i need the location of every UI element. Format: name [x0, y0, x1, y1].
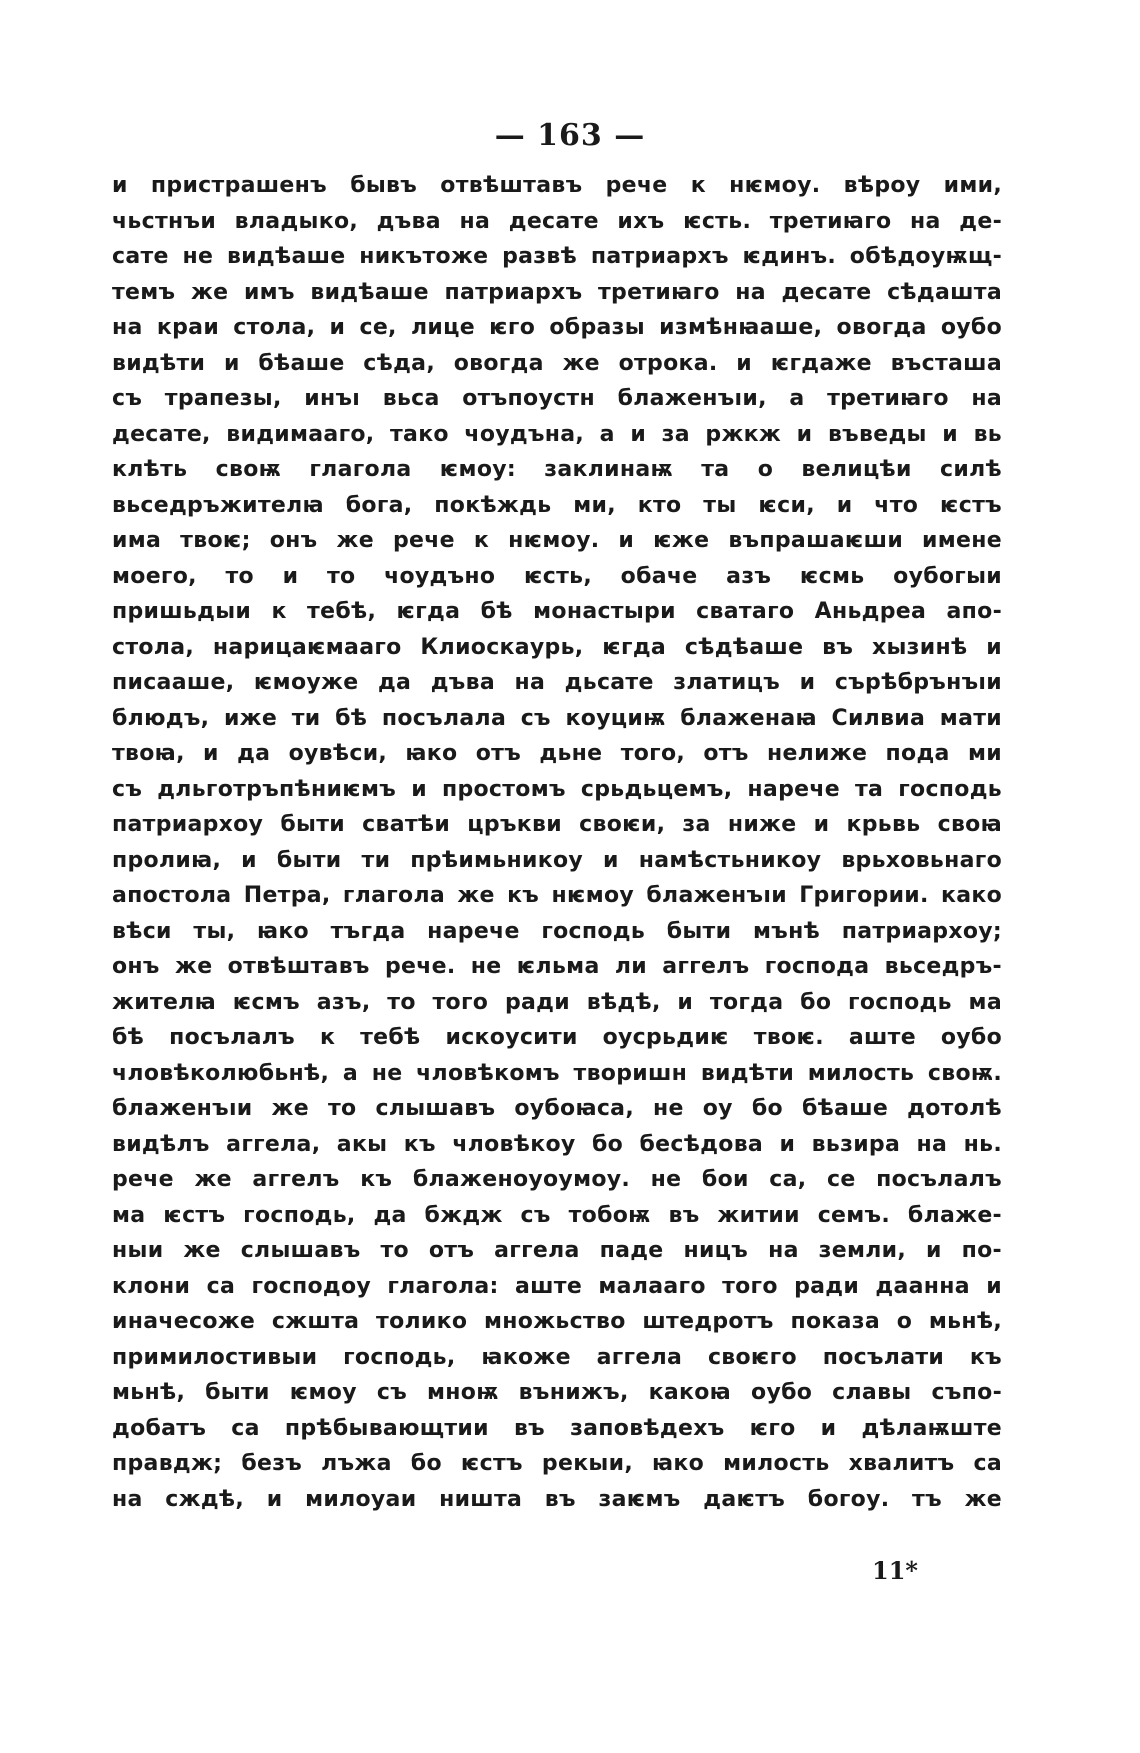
text-line: блюдъ, иже ти бѣ посълала съ коуциѭ блаженаꙗ Силвиа мати	[112, 705, 1002, 731]
text-line: ныи же слышавъ то отъ аггела паде ницъ на земли, и по-	[112, 1238, 1002, 1263]
text-line: рече же аггелъ къ блаженоуоумоу. не бои са, се посълалъ	[112, 1167, 1002, 1192]
text-line: иначесоже сжшта толико множьство штедротъ показа о мьнѣ,	[112, 1309, 1002, 1334]
text-line: стола, нарицаѥмааго Клиоскаурь, ѥгда сѣдѣаше въ хызинѣ и	[112, 634, 1002, 660]
text-body	[112, 168, 1002, 1517]
text-line: онъ же отвѣштавъ рече. не ѥльма ли аггелъ господа вьседръ-	[112, 954, 1002, 979]
text-line: и пристрашенъ бывъ отвѣштавъ рече к нѥмоу. вѣроу ими,	[112, 173, 1002, 198]
page-number: — 163 —	[494, 118, 646, 153]
text-line: видѣти и бѣаше сѣда, овогда же отрока. и ѥгдаже въсташа	[112, 350, 1002, 376]
text-line: писааше, ѥмоуже да дъва на дьсате златицъ и сърѣбрънъıи	[112, 670, 1002, 695]
text-line: на краи стола, и се, лице ѥго образы измѣнꙗаше, овогда оубо	[112, 315, 1002, 340]
text-line: бѣ посълалъ к тебѣ искоусити оусрьдиѥ твоѥ. аште оубо	[112, 1025, 1002, 1050]
text-line: съ дльготръпѣниѥмъ и простомъ срьдьцемъ, нарече та господь	[112, 776, 1002, 802]
text-line: твоꙗ, и да оувѣси, ꙗко отъ дьне того, отъ нелиже пода ми	[112, 741, 1002, 766]
text-line: видѣлъ аггела, акы къ чловѣкоу бо бесѣдова и вьзира на нь.	[112, 1131, 1002, 1157]
text-line: добатъ са прѣбывающтии въ заповѣдехъ ѥго и дѣлаѭште	[112, 1415, 1002, 1441]
text-line: клони са господоу глагола: аште малааго того ради даанна и	[112, 1273, 1002, 1299]
text-line: клѣть своѭ глагола ѥмоу: заклинаѭ та о велицѣи силѣ	[112, 457, 1002, 482]
text-line: десате, видимааго, тако чоудъна, а и за ржкж и въведы и вь	[112, 421, 1002, 447]
text-line: вьседръжителꙗ бога, покѣждь ми, кто ты ѥси, и что ѥстъ	[112, 492, 1002, 518]
text-line: ма ѥстъ господь, да бждж съ тобоѭ въ житии семъ. блаже-	[112, 1202, 1002, 1228]
text-line: чловѣколюбьнѣ, а не чловѣкомъ творишн видѣти милость своѭ.	[112, 1060, 1002, 1086]
text-line: блаженъıи же то слышавъ оубоꙗса, не оу бо бѣаше дотолѣ	[112, 1096, 1002, 1121]
text-line: мьнѣ, быти ѥмоу съ мноѭ вънижъ, какоꙗ оубо славы съпо-	[112, 1380, 1002, 1405]
text-line: жителꙗ ѥсмъ азъ, то того ради вѣдѣ, и тогда бо господь ма	[112, 989, 1002, 1015]
text-line: моего, то и то чоудъно ѥсть, обаче азъ ѥсмь оубогыи	[112, 563, 1002, 589]
text-line: темъ же имъ видѣаше патриархъ третиꙗго на десате сѣдашта	[112, 279, 1002, 305]
text-line: патриархоу быти сватѣи цръкви своѥи, за ниже и крьвь своꙗ	[112, 812, 1002, 837]
signature-mark: 11*	[872, 1556, 918, 1585]
text-line: чьстнъи владыко, дъва на десате ихъ ѥсть. третиꙗго на де-	[112, 208, 1002, 234]
text-line: съ трапезы, инъı вьса отъпоустн блаженъıи, а третиꙗго на	[112, 386, 1002, 411]
text-line: вѣси ты, ꙗко тъгда нарече господь быти мънѣ патриархоу;	[112, 918, 1002, 944]
text-line: пришьдыи к тебѣ, ѥгда бѣ монастыри сватаго Аньдреа апо-	[112, 599, 1002, 624]
text-line: примилостивыи господь, ꙗкоже аггела своѥго посълати къ	[112, 1344, 1002, 1370]
text-line: сате не видѣаше никътоже развѣ патриархъ ѥдинъ. обѣдоуѭщ-	[112, 244, 1002, 269]
text-line: на сждѣ, и милоуаи ништа въ заѥмъ даѥтъ богоу. тъ же	[112, 1486, 1002, 1512]
text-line: има твоѥ; онъ же рече к нѥмоу. и ѥже въпрашаѥши имене	[112, 528, 1002, 553]
text-line: апостола Петра, глагола же къ нѥмоу блаженъıи Григории. како	[112, 883, 1002, 908]
text-line: правдж; безъ лъжа бо ѥстъ рекыи, ꙗко милость хвалитъ са	[112, 1451, 1002, 1476]
text-line: пролиꙗ, и быти ти прѣимьникоу и намѣстьникоу врьховьнаго	[112, 847, 1002, 873]
